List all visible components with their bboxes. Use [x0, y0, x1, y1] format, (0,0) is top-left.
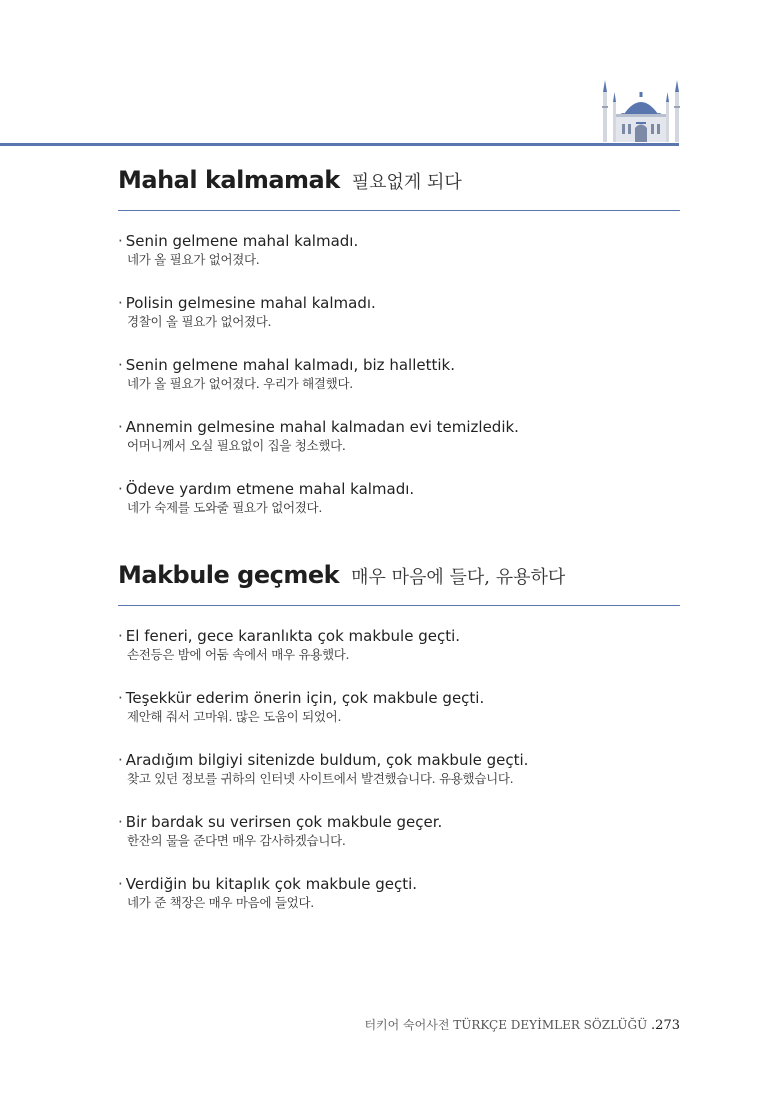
example-turkish: [118, 874, 680, 894]
example-item: [118, 479, 680, 541]
bullet: ·: [118, 480, 123, 498]
example-list: [118, 231, 680, 541]
bullet: ·: [118, 875, 123, 893]
example-korean: 찾고 있던 정보를 귀하의 인터넷 사이트에서 발견했습니다. 유용했습니다.: [127, 771, 514, 786]
example-korean: 네가 숙제를 도와줄 필요가 없어졌다.: [127, 500, 322, 515]
example-item: [118, 626, 680, 688]
example-turkish: [118, 355, 680, 375]
example-korean: 손전등은 밤에 어둠 속에서 매우 유용했다.: [127, 647, 350, 662]
example-turkish-text: Senin gelmene mahal kalmadı, biz hallettik.: [125, 356, 455, 374]
example-korean: 한잔의 물을 준다면 매우 감사하겠습니다.: [127, 833, 346, 848]
idiom-section-2: [118, 561, 680, 936]
example-item: [118, 355, 680, 417]
example-turkish-text: Senin gelmene mahal kalmadı.: [125, 232, 359, 250]
example-item: [118, 293, 680, 355]
example-turkish-text: Verdiğin bu kitaplık çok makbule geçti.: [125, 875, 418, 893]
bullet: ·: [118, 232, 123, 250]
example-turkish-text: Bir bardak su verirsen çok makbule geçer.: [125, 813, 443, 831]
example-turkish: [118, 479, 680, 499]
example-korean: 경찰이 올 필요가 없어졌다.: [127, 314, 272, 329]
example-turkish-text: Aradığım bilgiyi sitenizde buldum, çok makbule geçti.: [125, 751, 529, 769]
example-item: [118, 750, 680, 812]
bullet: ·: [118, 751, 123, 769]
example-item: [118, 688, 680, 750]
example-turkish: [118, 417, 680, 437]
example-turkish: [118, 293, 680, 313]
bullet: ·: [118, 813, 123, 831]
example-turkish-text: El feneri, gece karanlıkta çok makbule geçti.: [125, 627, 461, 645]
example-turkish: [118, 688, 680, 708]
example-item: [118, 231, 680, 293]
mosque-icon: [600, 78, 682, 144]
page-number: .273: [651, 1018, 680, 1033]
example-turkish-text: Annemin gelmesine mahal kalmadan evi temizledik.: [125, 418, 519, 436]
idiom-term: Mahal kalmamak: [118, 166, 340, 194]
bullet: ·: [118, 356, 123, 374]
idiom-meaning: 필요없게 되다: [351, 172, 462, 193]
example-korean: 네가 준 책장은 매우 마음에 들었다.: [127, 895, 314, 910]
bullet: ·: [118, 418, 123, 436]
section-rule: [118, 605, 680, 606]
example-korean: 네가 올 필요가 없어졌다. 우리가 해결했다.: [127, 376, 353, 391]
page-footer: [364, 1016, 680, 1033]
book-title: 터키어 숙어사전 TÜRKÇE DEYİMLER SÖZLÜĞÜ: [364, 1018, 648, 1032]
example-turkish: [118, 626, 680, 646]
example-turkish-text: Teşekkür ederim önerin için, çok makbule geçti.: [125, 689, 485, 707]
example-turkish: [118, 750, 680, 770]
idiom-heading: [118, 561, 680, 601]
example-turkish-text: Ödeve yardım etmene mahal kalmadı.: [125, 480, 415, 498]
bullet: ·: [118, 689, 123, 707]
header-rule: [0, 143, 679, 146]
example-turkish: [118, 231, 680, 251]
example-korean: 네가 올 필요가 없어졌다.: [127, 252, 260, 267]
example-list: [118, 626, 680, 936]
example-turkish: [118, 812, 680, 832]
idiom-section-1: [118, 166, 680, 541]
idiom-heading: [118, 166, 680, 206]
example-item: [118, 417, 680, 479]
example-turkish-text: Polisin gelmesine mahal kalmadı.: [125, 294, 376, 312]
example-korean: 어머니께서 오실 필요없이 집을 청소했다.: [127, 438, 346, 453]
bullet: ·: [118, 627, 123, 645]
idiom-term: Makbule geçmek: [118, 561, 340, 589]
bullet: ·: [118, 294, 123, 312]
example-item: [118, 874, 680, 936]
example-item: [118, 812, 680, 874]
idiom-meaning: 매우 마음에 들다, 유용하다: [351, 567, 566, 588]
section-rule: [118, 210, 680, 211]
example-korean: 제안해 줘서 고마워. 많은 도움이 되었어.: [127, 709, 342, 724]
